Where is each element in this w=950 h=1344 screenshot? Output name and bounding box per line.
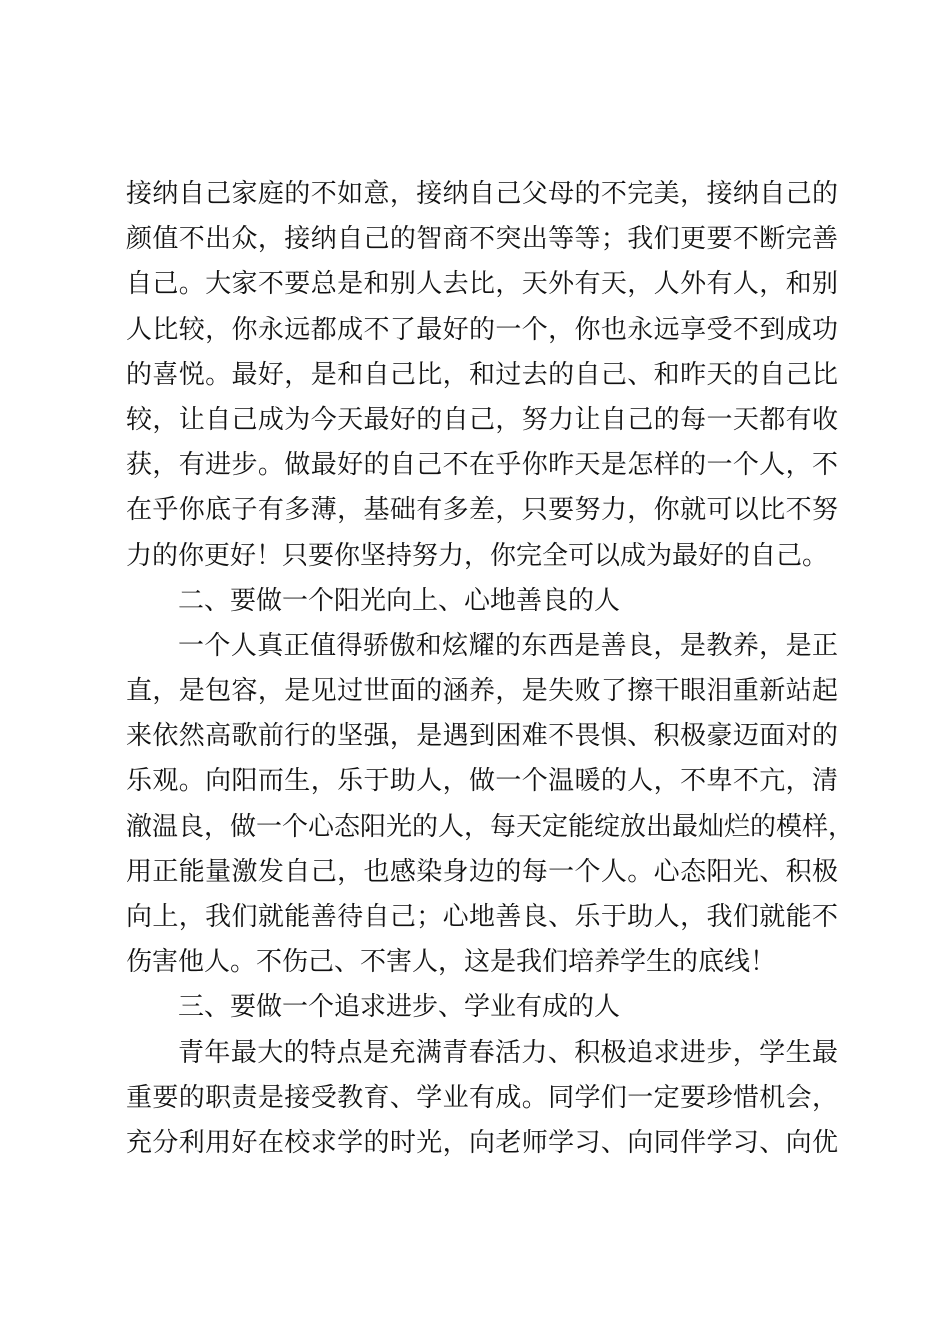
- text-line: 充分利用好在校求学的时光，向老师学习、向同伴学习、向优: [126, 1127, 838, 1158]
- text-line: 向上，我们就能善待自己；心地善良、乐于助人，我们就能不: [126, 902, 838, 932]
- text-line: 重要的职责是接受教育、学业有成。同学们一定要珍惜机会，: [126, 1082, 838, 1113]
- text-line: 的喜悦。最好，是和自己比，和过去的自己、和昨天的自己比: [126, 359, 838, 390]
- text-line: 青年最大的特点是充满青春活力、积极追求进步，学生最: [178, 1037, 838, 1068]
- text-line: 伤害他人。不伤己、不害人，这是我们培养学生的底线！: [126, 947, 777, 978]
- text-line: 一个人真正值得骄傲和炫耀的东西是善良，是教养，是正: [178, 630, 838, 661]
- document-body: [126, 172, 855, 1166]
- text-line: 直，是包容，是见过世面的涵养，是失败了擦干眼泪重新站起: [126, 676, 838, 707]
- text-line: 乐观。向阳而生，乐于助人，做一个温暖的人，不卑不亢，清: [126, 766, 838, 797]
- text-line: 颜值不出众，接纳自己的智商不突出等等；我们更要不断完善: [126, 224, 838, 255]
- text-line: 澈温良，做一个心态阳光的人，每天定能绽放出最灿烂的模样，: [126, 811, 855, 842]
- section-heading: 二、要做一个阳光向上、心地善良的人: [178, 585, 621, 616]
- section-heading: 三、要做一个追求进步、学业有成的人: [178, 992, 621, 1023]
- text-line: 人比较，你永远都成不了最好的一个，你也永远享受不到成功: [126, 314, 838, 345]
- text-line: 来依然高歌前行的坚强，是遇到困难不畏惧、积极豪迈面对的: [126, 721, 838, 752]
- text-line: 较，让自己成为今天最好的自己，努力让自己的每一天都有收: [126, 404, 838, 435]
- text-line: 自己。大家不要总是和别人去比，天外有天，人外有人，和别: [126, 269, 838, 300]
- text-line: 力的你更好！只要你坚持努力，你完全可以成为最好的自己。: [126, 540, 829, 571]
- text-line: 用正能量激发自己，也感染身边的每一个人。心态阳光、积极: [126, 856, 838, 887]
- text-line: 在乎你底子有多薄，基础有多差，只要努力，你就可以比不努: [126, 495, 838, 526]
- text-line: 接纳自己家庭的不如意，接纳自己父母的不完美，接纳自己的: [126, 179, 838, 209]
- text-line: 获，有进步。做最好的自己不在乎你昨天是怎样的一个人，不: [126, 450, 838, 481]
